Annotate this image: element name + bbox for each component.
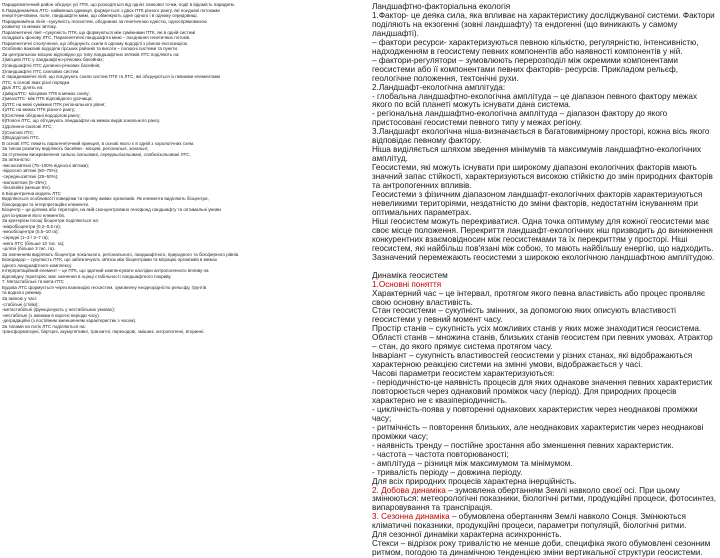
right-paragraph: - тривалість періоду – довжина періоду. [372,467,523,477]
left-paragraph: Парагенетичні лінії –сукупність ПТК, що формуються між суміжними ПТК, які в одній системі [2,29,196,35]
right-paragraph: 3.Ландшафт екологічна ніша-визначається в багатовимірному просторі, кожна вісь якого відповідає певному фактору. [372,127,710,146]
right-paragraph: Динаміка геосистем [372,270,448,280]
left-paragraph: За центральною місцею відповідно до типу ландшафтних зв'язків ЛТС поділяють на: [2,51,180,57]
left-paragraph: 1)Долинно-схилові ЛТС; [2,124,53,130]
left-paragraph: 2)мезоЛТС- між ПТК відповідного урочища; [2,96,93,102]
left-paragraph: 6)Поясні ЛТС, що об'єднують ландшафти на межах видів зонального рангу. [2,118,161,124]
right-paragraph: - глобальна ландшафтно-екологічна амплітуда – це діапазон певного фактору межах якого по всій планеті можуть існувати дана система. [372,91,698,110]
left-paragraph: В основі ЛТС лежить парагенетичний принцип, в основі якого є в одній з хорологічних схем. [2,140,195,146]
left-paragraph: -нестабільні (з змінами в короткі періоди часу). [2,312,101,318]
right-paragraph: - наявність тренду – постійне зростання або зменшення певних характеристик. [372,440,674,450]
left-text-column [0,0,352,540]
left-paragraph: відповідну територію, має значення в оцінці стабільності ландшафтного покриву. [2,273,172,279]
left-paragraph: одного ландшафтного комплексу. [2,262,73,268]
right-paragraph: Часові параметри геосистем характеризуються: [372,369,555,379]
left-paragraph: Виділяються особливості поведінки та прояву живих організмів. Як елементи виділяють біоцентри, [2,196,209,202]
right-paragraph: Ніша виділяється шляхом зведення мінімумів та максимумів ландшафтно-екологічних амплітуд. [372,145,702,164]
right-paragraph: - циклічність-поява у повторенні однакових характеристик через неоднакові проміжки часу; [372,404,698,423]
left-paragraph: -мікробіоцентри (0,2–0,5 га); [2,223,62,229]
left-paragraph: 5)Системи обєднані вододілом рангу; [2,112,81,118]
left-paragraph: Парадигматичний район обєднує усі ПТК, що розходяться від однієї ланкової точки, події в відомість парадигм. [2,2,235,7]
right-paragraph: Стан геосистеми – сукупність змінних, за допомогою яких описують властивості геосистеми у певний момент часу. [372,306,676,325]
left-paragraph: -безлінійні (менше 5%). [2,185,51,191]
left-paragraph: 3)ЛТС на межі суміжних ПТК регіонального рівня; [2,101,106,107]
highlighted-term: 1.Основні поняття [372,279,442,289]
left-paragraph: -метастабільні (функціонують у нестабільних умовах); [2,307,116,313]
right-paragraph: - ритмічність – повторення близьких, але неоднакових характеристик через неоднакові проміжки часу; [372,422,704,441]
left-paragraph: -мезобіоцентри (0,5–10 га); [2,229,59,235]
left-paragraph: Далі ЛТС ділять на: [2,85,44,91]
right-paragraph: Стекси – відрізок року тривалістю не менше доби, специфіка якого обумовлені сезонним ритмом, погодою та динамічною тенденцією зміни вертикальної структури геосистеми. [372,539,711,558]
section-heading [372,513,716,531]
left-paragraph: 1)мікроЛТС- місцевих ПТК в межах схилу; [2,90,90,96]
left-paragraph: За зміною у часі: [2,295,38,301]
left-paragraph: Біоцентр – це ділянка або територія, на якій сконцентровано генофонд ландшафту та оптимальні умови [2,207,221,213]
highlighted-term: 2. Добова динаміка [372,485,446,495]
right-paragraph: - періодичністю-це наявність процесів для яких однакове значення певних характеристик повторюється через однаковий проміжок часу (період). Для природних процесів характерно не є квазіперіодичність. [372,378,713,405]
left-paragraph: Біокоридор – сукупність ПТК, що забезпечують зв'язок між біоцентрами та міграцію організмів в межах [2,257,217,263]
left-paragraph: За критерієм площі біоцентри поділяються на: [2,218,99,224]
left-paragraph: 3)Вододілові ЛТС. [2,135,41,141]
left-paragraph: Інтерпретаційний елемент – це ПТК, що здатний компенсувати наслідки антропогенного впливу на [2,268,209,274]
left-paragraph: розвитку та межах зв'язку. [2,24,57,30]
left-paragraph: За типом розвитку виділяють басейни - місцеві, регіональні, зональні; [2,146,149,152]
left-paragraph: За значенням виділяють біоцентри локального, регіонального, ландшафтного, природного та біосферного рівнів. [2,251,240,257]
left-paragraph: 5.Парадинамічна ЛТС- найменша одиниця, формується з двох ПТК різного рангу, які поєднані потоками [2,7,220,13]
left-paragraph: 7. Метастабільні та мета-ЛТС [2,279,64,285]
section-heading [372,487,716,514]
left-paragraph: Парагенетичні сполучення, що обєднують схили в одному вододілі з різною експозицією. [2,40,189,46]
left-paragraph: для існування його елементів. [2,212,65,218]
left-paragraph: Будова ЛТС формується через взаємодію геосистем, зумовлену неоднорідністю рельєфу, ґрунтів [2,284,207,290]
left-paragraph: -деградаційні (з постійним зменшенням характеристик з часом). [2,318,137,324]
right-paragraph: Ландшафтно-факторіальна екологія [372,2,511,11]
right-paragraph: - регіональна ландшафтно-екологічна амплітуда – діапазон фактору до якого пристосовані геосистеми певного типу у межах регіону. [372,109,668,128]
left-paragraph: -середні (1–3 / 3–7 га); [2,234,49,240]
left-paragraph: 1)місцеві ЛТС у ландшафтно-річкових басейнах; [2,57,104,63]
right-paragraph: Інваріант – сукупність властивостей геосистеми у різних станах, які відображаються характерною реакцією системи на змінні умови, відображається у часі. [372,351,693,370]
right-paragraph: Для всіх природних процесів характерна інерційність. [372,476,577,486]
right-paragraph: 1.Фактор- це деяка сила, яка впливає на характеристику досліджуваної системи. Фактори поділяють на екзогенні (зовні ландшафту) та ендогенні (що виникають у самому ландшафті). [372,10,715,38]
left-paragraph: ЛТС, в основі яких різні порядки. [2,79,71,85]
left-paragraph: енергії-речовини, поле, ландшафтні межі, що обмежують одне одного і в одному середовищі. [2,13,198,19]
left-paragraph: біокоридори та інтерпретаційні елементи. [2,201,90,207]
right-paragraph: Ніші геосистем можуть перекриватися. Одна точка оптимуму для кожної геосистеми має своє місце положення. Перекриття ландшафт-екологічних ніш призводить до виникнення конкурентних взаємовідносин між геосистемами та їх перекриттям у просторі. Ніші геосистем, які найбільш пов'язані між собою, то мають найбільшу енергію, що надходить. Зазначений перемежають геосистеми з широкою екологічною ландшафтною амплітудою. [372,216,715,262]
right-paragraph: – фактори-регулятори – зумовлюють перерозподіл між окремими компонентами геосистеми або її компонентами певних факторів- ресурсів. Прикладом рельєф, геологічне положення, тектонічні рухи. [372,55,678,83]
left-paragraph: трансформаторні, бар'єрні, акумулятивні, транзитні, переходові, змішані, антропогенні, вторинні. [2,329,205,335]
right-paragraph: Характерний час – це інтервал, протягом якого певна властивість або процес проявляє свою основну властивість. [372,288,706,307]
left-paragraph: За зв'язністю: [2,157,31,163]
left-paragraph: -цілісні (більше 3 тис. га). [2,246,55,252]
right-paragraph: 2.Ландшафт-екологічна амплітуда: [372,82,506,92]
right-paragraph: – фактори ресурси- характеризуються певною кількістю, регулярністю, інтенсивністю, надходженням в геосистему певних компонентів або наявності компонентів у ній. [372,37,699,56]
left-paragraph: та водного режиму. [2,290,43,296]
right-paragraph: Простір станів – сукупність усіх можливих станів у яких може знаходитися геосистема. Області станів – множина станів, близьких станів геосистем при певних умовах. Атрактор – стан, до якого прямує система протягом часу. [372,324,713,352]
left-paragraph: -мега ЛТС (більше 10 тис. га); [2,240,65,246]
right-paragraph: Для сезонної динаміки характерна асинхронність. [372,530,562,540]
right-paragraph: - частота – частота повторюваності; [372,449,509,459]
left-paragraph: Особливо важливі вододіли гірських районів та висоти – полюсні системи та пункти. [2,46,179,52]
right-text-column [372,0,718,558]
left-paragraph: складають фонову ЛТС. Парагенетичні ландшафтні межі – поєднання генетичних потоків. [2,35,191,41]
left-paragraph: Парадинамічна лінія –сукупність геосистем, обєднаних за генетичною єдністю, односпрямованою [2,18,207,24]
left-paragraph: Є парадинамічні лінії, що поєднують схили систем ПТК та ЛТС, які обєднуються із певними елементами [2,74,221,80]
left-paragraph: За типами на потік ЛТС поділяються на: [2,323,86,329]
left-paragraph: 3)ландшафтні ЛТС схилових систем. [2,68,80,74]
left-paragraph: 2)ландшафтні ЛТС долинно-річкових басейнів; [2,63,101,69]
highlighted-term: 3. Сезонна динаміка [372,512,450,522]
left-paragraph: 2)Схилові ЛТС; [2,129,35,135]
right-paragraph: Геосистеми з фізичним діапазоном ландшафт-екологічних факторів характеризуються невеликими територіями, нездатністю до зміни факторів, недостатнім існуванням при оптимальних параметрах. [372,190,703,217]
left-paragraph: -відносно зв'язні (50–75%); [2,168,59,174]
left-paragraph: За ступенем виокремлення сильно ізольовані, середньоізольовані, слабкоізольовані ЛТС. [2,151,191,157]
left-paragraph: 6.Біоцентрична модель ЛТС [2,190,62,196]
left-paragraph: 4)ЛТС на межах ПТК різного рангу; [2,107,76,113]
left-paragraph: -малозв'язні (5–25%); [2,179,48,185]
left-paragraph: -стабільні (стійкі); [2,301,39,307]
paragraph-rest: – обумовлена обертанням Землі навколо Сонця. Змінюються кліматичні показники, продукційні процеси, параметри популяцій, біологічні ритми. [372,512,687,531]
right-paragraph: Геосистеми, які можуть існувати при широкому діапазоні екологічних факторів мають значний запас стійкості, характеризуються високою стійкістю до змін природних факторів та антропогенних впливів. [372,163,713,191]
left-paragraph: -середньозв'язні (25–50%); [2,173,59,179]
paragraph-rest: – зумовлена обертанням Землі навколо своєї осі. При цьому змінюються: метеорологічні показники, біологічні ритми, продукційні процеси, фотосинтез, випаровування та транспірація. [372,485,717,513]
right-paragraph: - амплітуда – різниця між максимумом та мінімумом. [372,458,573,468]
left-paragraph: -високозв'язні (75–100% відносні зв'язки); [2,162,90,168]
